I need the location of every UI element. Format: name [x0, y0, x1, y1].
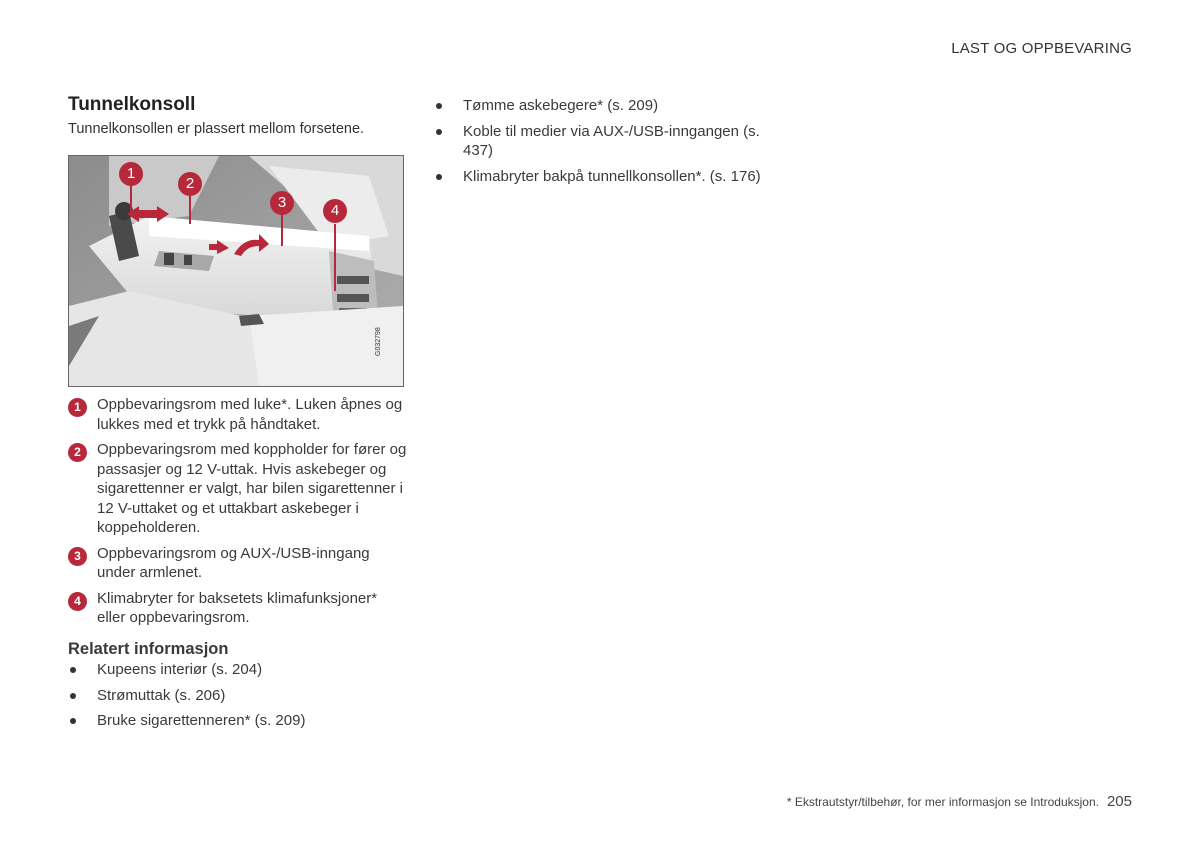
related-link-aux-usb[interactable]: Koble til medier via AUX-/USB-inngangen (s. 437) — [434, 122, 784, 161]
related-info-heading: Relatert informasjon — [68, 640, 229, 658]
callout-marker-4: 4 — [323, 199, 347, 223]
legend-item-2 — [68, 440, 408, 538]
legend-text-1: Oppbevaringsrom med luke*. Luken åpnes og lukkes med et trykk på håndtaket. — [97, 396, 403, 433]
legend-number-4: 4 — [68, 592, 87, 611]
legend-item-3 — [68, 544, 408, 583]
legend-text-4: Klimabryter for baksetets klimafunksjoner* eller oppbevaringsrom. — [97, 589, 378, 626]
callout-marker-1: 1 — [119, 162, 143, 186]
legend-number-1: 1 — [68, 398, 87, 417]
page-number: 205 — [1106, 793, 1132, 810]
callout-marker-3: 3 — [270, 191, 294, 215]
intro-text: Tunnelkonsollen er plassert mellom forsetene. — [68, 121, 365, 137]
footnote-text: * Ekstrautstyr/tilbehør, for mer informasjon se Introduksjon. — [786, 795, 1099, 809]
callout-legend — [68, 395, 408, 634]
legend-item-1 — [68, 395, 408, 434]
tunnel-console-illustration — [68, 155, 404, 387]
page-title: Tunnelkonsoll — [68, 94, 196, 115]
legend-text-3: Oppbevaringsrom og AUX-/USB-inngang under armlenet. — [97, 544, 370, 581]
related-link-climate-switch[interactable]: Klimabryter bakpå tunnellkonsollen*. (s. 176) — [434, 167, 784, 187]
related-link-interior[interactable]: Kupeens interiør (s. 204) — [68, 660, 408, 680]
related-info-list — [68, 660, 408, 737]
callout-marker-2: 2 — [178, 172, 202, 196]
footer — [787, 793, 1132, 810]
section-header: LAST OG OPPBEVARING — [951, 40, 1132, 57]
related-link-power-outlet[interactable]: Strømuttak (s. 206) — [68, 686, 408, 706]
legend-number-2: 2 — [68, 443, 87, 462]
illustration-svg — [69, 156, 403, 386]
related-link-cigarette-lighter[interactable]: Bruke sigarettenneren* (s. 209) — [68, 711, 408, 731]
figure-code: G032798 — [375, 327, 382, 356]
legend-text-2: Oppbevaringsrom med koppholder for fører og passasjer og 12 V-uttak. Hvis askebeger og sigarettenner er valgt, har bilen sigarettenner i 12 V-uttaket og et uttakbart askebeger i koppeholderen. — [97, 441, 407, 536]
legend-number-3: 3 — [68, 547, 87, 566]
right-column-list — [434, 96, 784, 192]
related-link-ashtrays[interactable]: Tømme askebegere* (s. 209) — [434, 96, 784, 116]
legend-item-4 — [68, 589, 408, 628]
